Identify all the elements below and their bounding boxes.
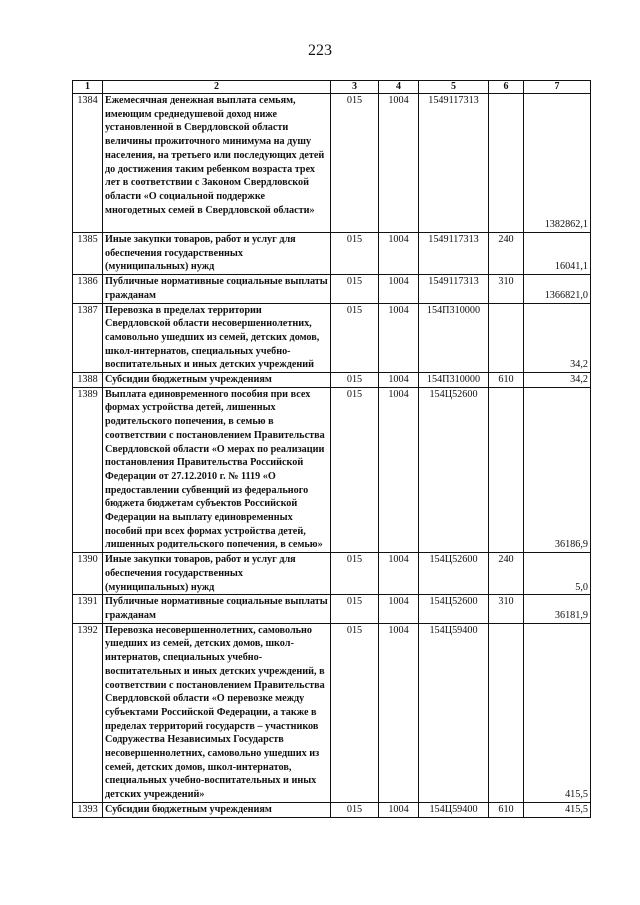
row-number: 1385 [73,233,103,275]
table-row [73,595,591,623]
row-col-3: 015 [331,595,379,623]
row-name: Публичные нормативные социальные выплаты гражданам [103,595,331,623]
table-row [73,275,591,303]
row-col-5: 154Ц52600 [419,387,489,552]
table-row [73,802,591,817]
row-number: 1388 [73,373,103,388]
row-col-6 [489,303,524,373]
row-name: Субсидии бюджетным учреждениям [103,373,331,388]
row-col-6 [489,623,524,802]
row-number: 1392 [73,623,103,802]
header-row [73,81,591,94]
table-row [73,387,591,552]
row-col-4: 1004 [379,233,419,275]
row-amount: 415,5 [524,802,591,817]
table-row [73,94,591,233]
row-col-3: 015 [331,623,379,802]
row-col-5: 154П310000 [419,373,489,388]
row-col-4: 1004 [379,595,419,623]
row-name: Публичные нормативные социальные выплаты гражданам [103,275,331,303]
row-name: Ежемесячная денежная выплата семьям, имеющим среднедушевой доход ниже установленной в Свердловской области величины прожиточного минимума на душу населения, на третьего или последующих детей до достижения таким ребенком возраста трех лет в соответствии с Законом Свердловской области «О социальной поддержке многодетных семей в Свердловской области» [103,94,331,233]
header-col-4: 4 [379,81,419,94]
row-col-3: 015 [331,802,379,817]
row-number: 1393 [73,802,103,817]
row-amount: 5,0 [524,553,591,595]
row-number: 1391 [73,595,103,623]
row-col-3: 015 [331,553,379,595]
row-col-5: 1549117313 [419,233,489,275]
row-amount: 34,2 [524,303,591,373]
row-number: 1387 [73,303,103,373]
table-row [73,233,591,275]
row-col-6: 310 [489,595,524,623]
row-col-4: 1004 [379,387,419,552]
row-col-6 [489,387,524,552]
header-col-1: 1 [73,81,103,94]
row-amount: 415,5 [524,623,591,802]
table-row [73,303,591,373]
row-col-3: 015 [331,387,379,552]
page-number: 223 [308,42,332,59]
budget-table [72,80,591,818]
row-number: 1386 [73,275,103,303]
row-col-6: 240 [489,233,524,275]
header-col-7: 7 [524,81,591,94]
row-amount: 36181,9 [524,595,591,623]
header-col-5: 5 [419,81,489,94]
header-col-3: 3 [331,81,379,94]
row-col-5: 154П310000 [419,303,489,373]
row-col-5: 154Ц59400 [419,802,489,817]
row-name: Выплата единовременного пособия при всех формах устройства детей, лишенных родительского попечения, в семью в соответствии с постановлением Правительства Свердловской области «О мерах по реализации постановления Правительства Российской Федерации от 27.12.2010 г. № 1119 «О предоставлении субвенций из федерального бюджета бюджетам субъектов Российской Федерации на выплату единовременных пособий при всех формах устройства детей, лишенных родительского попечения, в семью» [103,387,331,552]
row-name: Перевозка в пределах территории Свердловской области несовершеннолетних, самовольно ушедших из семей, детских домов, школ-интернатов, специальных учебно-воспитательных и иных детских учреждений [103,303,331,373]
row-col-3: 015 [331,275,379,303]
row-col-4: 1004 [379,553,419,595]
row-col-6 [489,94,524,233]
row-name: Перевозка несовершеннолетних, самовольно ушедших из семей, детских домов, школ-интернатов, специальных учебно-воспитательных и иных детских учреждений, в соответствии с постановлением Правительства Свердловской области «О перевозке между субъектами Российской Федерации, а также в пределах территорий государств – участников Содружества Независимых Государств несовершеннолетних, самовольно ушедших из семей, детских домов, школ-интернатов, специальных учебно-воспитательных и иных детских учреждений» [103,623,331,802]
row-amount: 1366821,0 [524,275,591,303]
row-amount: 36186,9 [524,387,591,552]
row-col-4: 1004 [379,94,419,233]
row-col-5: 1549117313 [419,275,489,303]
row-col-6: 240 [489,553,524,595]
row-name: Субсидии бюджетным учреждениям [103,802,331,817]
row-col-4: 1004 [379,303,419,373]
row-col-3: 015 [331,94,379,233]
row-col-4: 1004 [379,802,419,817]
row-number: 1389 [73,387,103,552]
row-amount: 16041,1 [524,233,591,275]
row-col-3: 015 [331,233,379,275]
row-col-6: 610 [489,373,524,388]
row-col-3: 015 [331,303,379,373]
row-col-5: 154Ц52600 [419,595,489,623]
row-col-4: 1004 [379,373,419,388]
table-row [73,553,591,595]
row-amount: 1382862,1 [524,94,591,233]
row-col-6: 610 [489,802,524,817]
row-col-6: 310 [489,275,524,303]
table-row [73,373,591,388]
row-col-5: 1549117313 [419,94,489,233]
header-col-6: 6 [489,81,524,94]
row-col-5: 154Ц59400 [419,623,489,802]
row-amount: 34,2 [524,373,591,388]
table-row [73,623,591,802]
row-name: Иные закупки товаров, работ и услуг для обеспечения государственных (муниципальных) нужд [103,233,331,275]
row-col-4: 1004 [379,275,419,303]
row-col-5: 154Ц52600 [419,553,489,595]
row-col-3: 015 [331,373,379,388]
row-name: Иные закупки товаров, работ и услуг для обеспечения государственных (муниципальных) нужд [103,553,331,595]
row-number: 1390 [73,553,103,595]
row-number: 1384 [73,94,103,233]
header-col-2: 2 [103,81,331,94]
row-col-4: 1004 [379,623,419,802]
